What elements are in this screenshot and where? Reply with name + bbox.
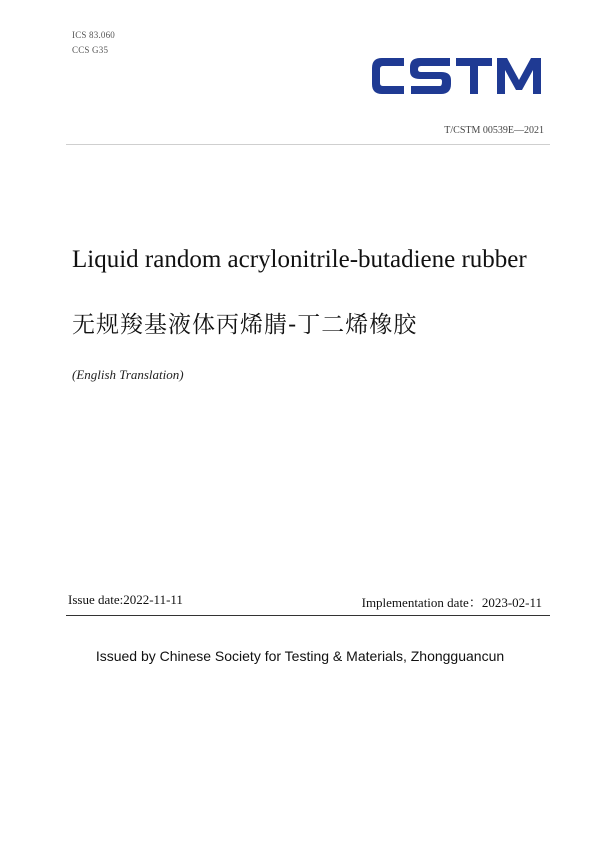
- cstm-logo: [368, 52, 543, 100]
- ccs-code: CCS G35: [72, 45, 109, 55]
- standard-code: T/CSTM 00539E—2021: [444, 125, 544, 136]
- english-title: Liquid random acrylonitrile-butadiene rubber: [72, 246, 527, 273]
- issue-date: Issue date:2022-11-11: [68, 592, 183, 607]
- translation-note: (English Translation): [72, 367, 184, 382]
- implementation-date: Implementation date：2023-02-11: [361, 595, 542, 610]
- cstm-logo-icon: [368, 52, 543, 100]
- chinese-title: 无规羧基液体丙烯腈-丁二烯橡胶: [72, 312, 418, 338]
- ics-code: ICS 83.060: [72, 30, 116, 40]
- header-divider: [66, 144, 550, 145]
- footer-divider: [66, 615, 550, 616]
- issuer-line: Issued by Chinese Society for Testing & Materials, Zhongguancun: [95, 648, 505, 664]
